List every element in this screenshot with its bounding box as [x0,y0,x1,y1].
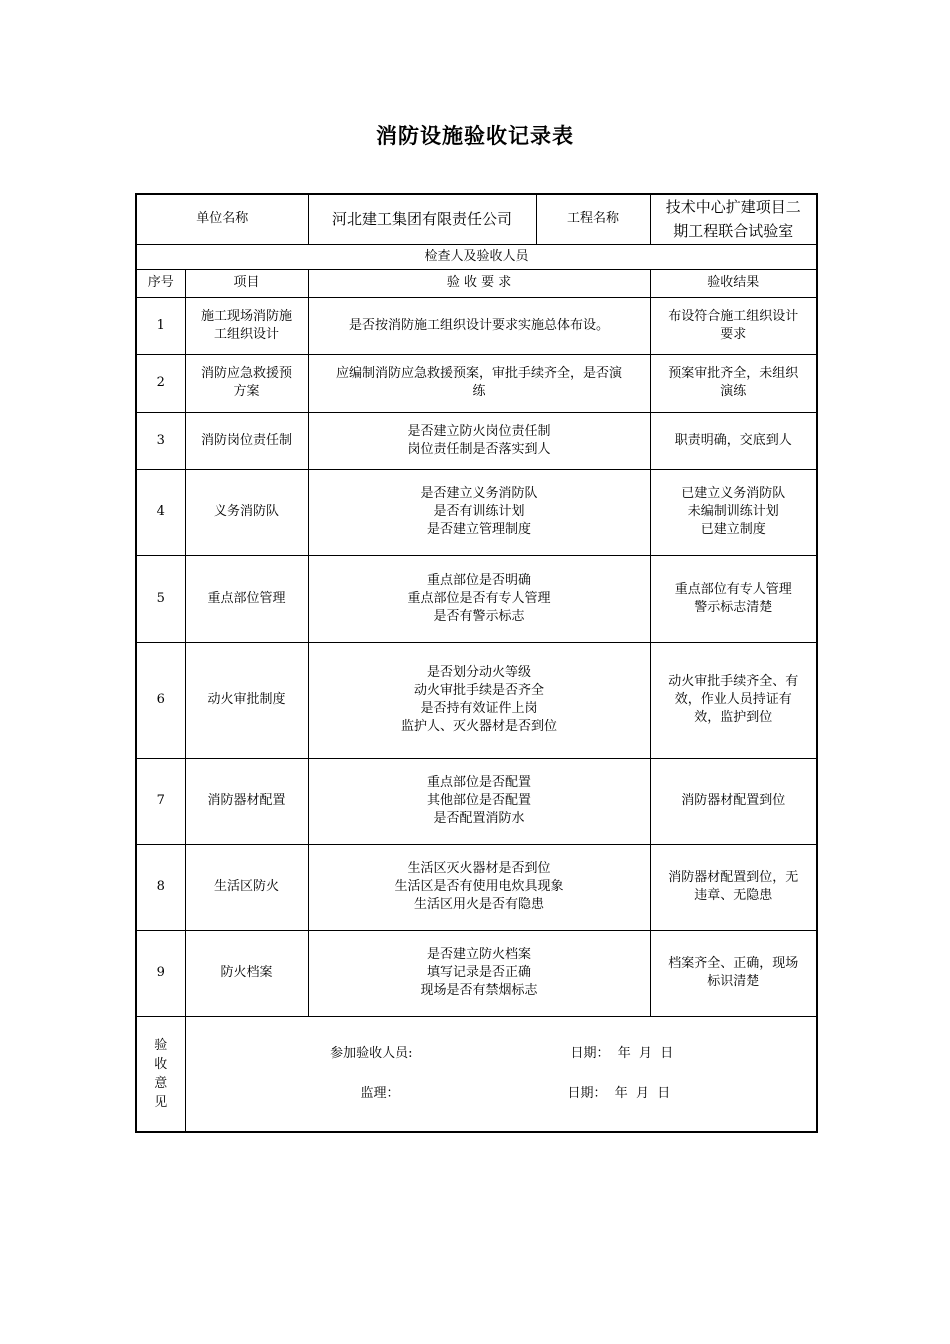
row-requirement-line: 重点部位是否明确 [427,572,532,588]
row-result [650,844,817,930]
project-name-line: 期工程联合试验室 [673,222,794,241]
row-requirement-line: 填写记录是否正确 [427,965,532,980]
inspectors-row [136,244,817,269]
row-number: 6 [136,642,185,758]
table-row [136,354,817,412]
row-result [650,642,817,758]
opinion-label-char: 验 [154,1037,168,1053]
row-result-line: 警示标志清楚 [694,599,773,615]
inspectors-label: 检查人及验收人员 [136,244,817,269]
row-requirement-line: 是否建立义务消防队 [420,486,538,501]
row-result-line: 预案审批齐全，未组织 [668,366,799,381]
row-number: 2 [136,354,185,412]
page-title: 消防设施验收记录表 [376,124,574,148]
row-requirement-line: 是否配置消防水 [433,811,525,826]
row-requirement-line: 生活区用火是否有隐患 [414,897,545,912]
table-row [136,844,817,930]
row-result-line: 布设符合施工组织设计 [668,308,799,324]
row-requirement-line: 是否有警示标志 [433,608,525,624]
col-no-header: 序号 [136,269,185,297]
row-result [650,354,817,412]
row-item [185,844,308,930]
row-item-line: 消防岗位责任制 [201,432,293,448]
opinion-content [185,1016,817,1132]
table-row [136,412,817,469]
row-result-line: 已建立义务消防队 [681,486,786,501]
row-requirement-line: 是否建立防火档案 [427,947,532,962]
row-number: 4 [136,469,185,555]
row-requirement [308,297,650,354]
row-item [185,758,308,844]
row-result-line: 未编制训练计划 [687,504,779,519]
row-item [185,642,308,758]
participants-label: 参加验收人员: [330,1045,413,1061]
row-number: 8 [136,844,185,930]
row-result-line: 已建立制度 [700,522,766,537]
row-requirement-line: 是否持有效证件上岗 [420,701,538,716]
table-row [136,555,817,642]
table-row [136,758,817,844]
row-requirement-line: 岗位责任制是否落实到人 [407,441,551,457]
row-number: 5 [136,555,185,642]
inspection-table [135,193,818,1133]
row-item-line: 防火档案 [220,965,273,980]
row-requirement-line: 练 [472,384,486,399]
row-requirement-line: 现场是否有禁烟标志 [420,983,538,998]
row-requirement-line: 监护人、灭火器材是否到位 [401,719,558,734]
row-item-line: 动火审批制度 [207,692,286,707]
row-item-line: 生活区防火 [214,879,280,894]
opinion-row [136,1016,817,1132]
row-result-line: 违章、无隐患 [694,888,773,903]
table-row [136,297,817,354]
row-result [650,297,817,354]
opinion-label-char: 意 [154,1075,168,1091]
row-requirement [308,930,650,1016]
row-number: 9 [136,930,185,1016]
opinion-label-char: 收 [154,1056,168,1072]
row-result-line: 重点部位有专人管理 [674,581,792,597]
col-result-header: 验收结果 [650,269,817,297]
row-requirement-line: 是否建立防火岗位责任制 [407,423,551,439]
row-requirement [308,412,650,469]
row-result [650,412,817,469]
row-requirement-line: 是否建立管理制度 [427,522,532,537]
row-item-line: 消防器材配置 [207,793,286,808]
row-result [650,469,817,555]
row-item [185,469,308,555]
table-row [136,930,817,1016]
row-requirement [308,844,650,930]
row-result-line: 标识清楚 [707,974,760,989]
row-requirement [308,642,650,758]
row-number: 7 [136,758,185,844]
row-requirement-line: 应编制消防应急救援预案，审批手续齐全，是否演 [336,366,623,381]
row-result-line: 消防器材配置到位 [681,793,786,808]
project-name-value [650,194,817,244]
row-item-line: 消防应急救援预 [201,366,293,381]
row-result-line: 职责明确，交底到人 [674,432,792,448]
header-row [136,194,817,244]
row-number: 1 [136,297,185,354]
row-requirement-line: 是否按消防施工组织设计要求实施总体布设。 [349,317,610,333]
date-1: 日期： 年 月 日 [570,1045,674,1061]
row-item [185,354,308,412]
row-requirement [308,555,650,642]
table-row [136,469,817,555]
row-number: 3 [136,412,185,469]
table-row [136,642,817,758]
row-result-line: 动火审批手续齐全、有 [668,674,799,689]
row-item-line: 工组织设计 [214,326,280,342]
row-result [650,758,817,844]
row-item-line: 施工现场消防施 [201,308,293,324]
row-result-line: 效，监护到位 [694,710,773,725]
unit-name-value: 河北建工集团有限责任公司 [308,194,536,244]
row-requirement-line: 重点部位是否有专人管理 [407,590,551,606]
col-requirement-header: 验 收 要 求 [308,269,650,297]
row-result-line: 要求 [720,326,747,342]
row-result [650,930,817,1016]
row-requirement-line: 生活区是否有使用电炊具现象 [394,879,564,894]
row-requirement-line: 是否有训练计划 [433,504,525,519]
row-item [185,297,308,354]
supervisor-label: 监理： [360,1085,400,1101]
row-requirement-line: 生活区灭火器材是否到位 [407,861,551,876]
date-2: 日期： 年 月 日 [567,1085,671,1101]
row-item [185,930,308,1016]
row-item [185,555,308,642]
row-requirement-line: 是否划分动火等级 [427,665,532,680]
row-requirement [308,758,650,844]
opinion-label-char: 见 [154,1094,168,1110]
project-name-label: 工程名称 [536,194,650,244]
row-requirement-line: 重点部位是否配置 [427,775,532,790]
row-item-line: 方案 [233,384,260,399]
row-requirement-line: 动火审批手续是否齐全 [414,683,545,698]
row-item-line: 重点部位管理 [207,590,286,606]
row-result-line: 档案齐全、正确，现场 [668,956,799,971]
col-item-header: 项目 [185,269,308,297]
row-item [185,412,308,469]
row-requirement-line: 其他部位是否配置 [427,793,532,808]
opinion-label [136,1016,185,1132]
row-result-line: 消防器材配置到位，无 [668,870,799,885]
column-header-row [136,269,817,297]
row-result-line: 演练 [720,384,747,399]
project-name-line: 技术中心扩建项目二 [665,198,801,217]
row-item-line: 义务消防队 [214,504,280,519]
row-requirement [308,469,650,555]
row-result [650,555,817,642]
row-requirement [308,354,650,412]
unit-name-label: 单位名称 [136,194,308,244]
row-result-line: 效，作业人员持证有 [674,692,792,707]
